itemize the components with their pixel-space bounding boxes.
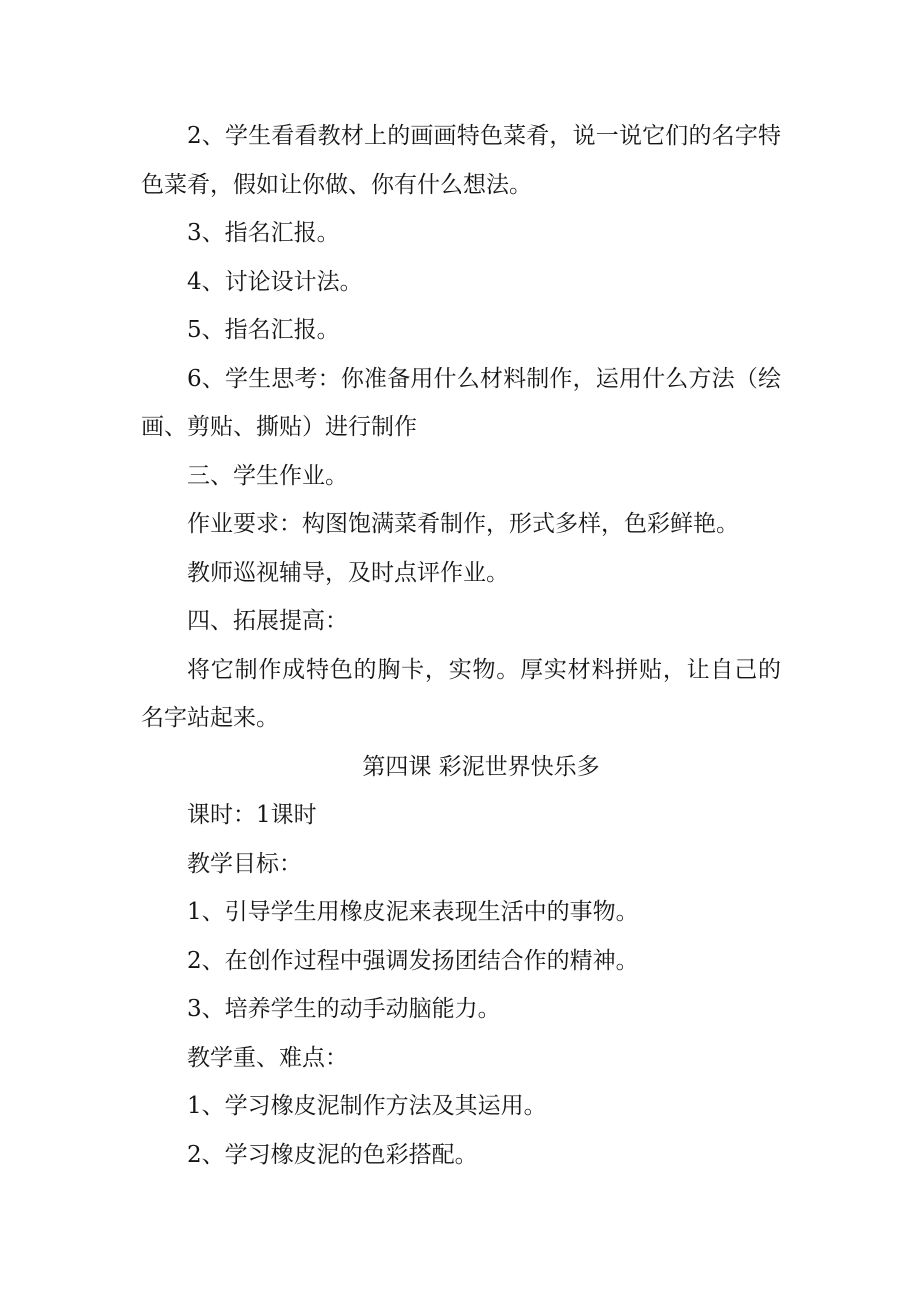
paragraph: 2、学生看看教材上的画画特色菜肴，说一说它们的名字特色菜肴，假如让你做、你有什么想法。 <box>141 123 781 198</box>
lesson-title: 第四课 彩泥世界快乐多 <box>362 753 600 780</box>
list-item: 1、学习橡皮泥制作方法及其运用。 <box>187 1093 547 1119</box>
paragraph: 3、指名汇报。 <box>187 220 340 246</box>
document-body <box>141 112 781 1179</box>
section-heading: 教学重、难点： <box>187 1044 348 1071</box>
list-item: 3、培养学生的动手动脑能力。 <box>187 996 501 1022</box>
section-heading: 教学目标： <box>187 850 302 877</box>
paragraph: 将它制作成特色的胸卡，实物。厚实材料拼贴，让自己的名字站起来。 <box>141 656 781 731</box>
paragraph: 5、指名汇报。 <box>187 317 340 343</box>
list-item: 2、学习橡皮泥的色彩搭配。 <box>187 1141 478 1168</box>
list-item: 2、在创作过程中强调发扬团结合作的精神。 <box>187 947 639 974</box>
paragraph: 课时：1课时 <box>187 802 317 828</box>
list-item: 1、引导学生用橡皮泥来表现生活中的事物。 <box>187 899 639 925</box>
paragraph: 作业要求：构图饱满菜肴制作，形式多样，色彩鲜艳。 <box>187 511 739 537</box>
section-heading: 三、学生作业。 <box>187 462 348 489</box>
paragraph: 教师巡视辅导，及时点评作业。 <box>187 559 509 586</box>
paragraph: 4、讨论设计法。 <box>187 268 363 295</box>
paragraph: 6、学生思考：你准备用什么材料制作，运用什么方法（绘画、剪贴、撕贴）进行制作 <box>141 365 781 440</box>
section-heading: 四、拓展提高： <box>187 608 348 634</box>
